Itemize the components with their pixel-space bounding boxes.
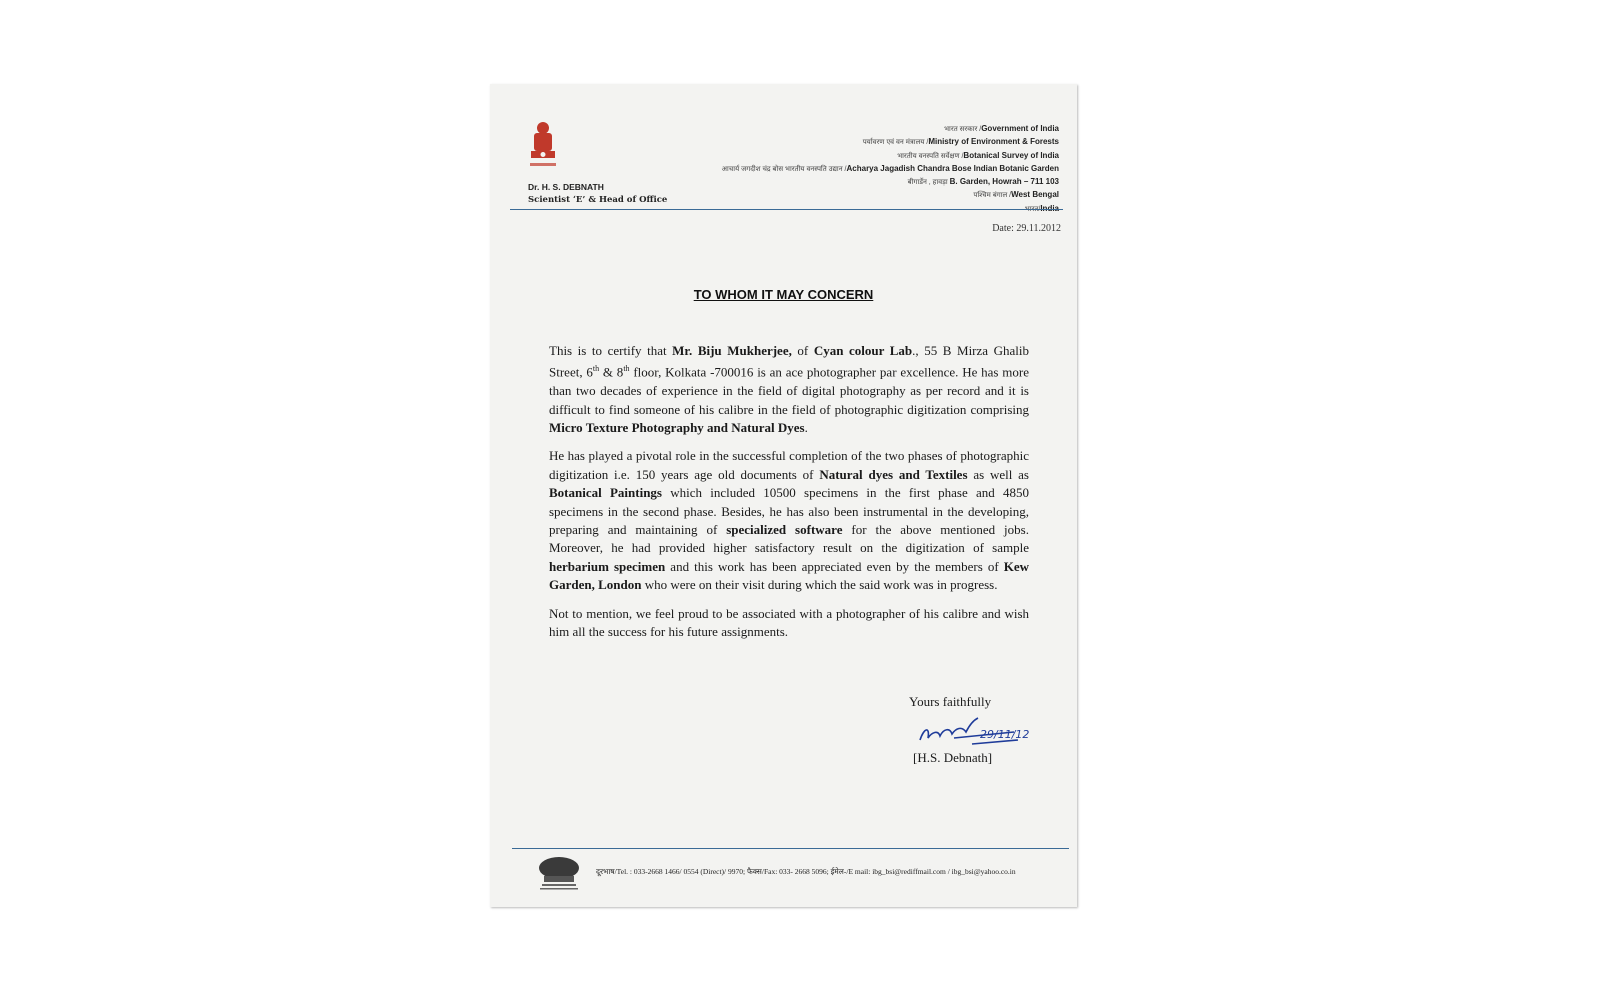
address-block (722, 123, 1059, 216)
text-segment: th (592, 364, 600, 374)
letter-date: Date: 29.11.2012 (992, 223, 1061, 234)
text-segment: Not to mention, we feel proud to be associated with a photographer of his calibre and wish him all the success for his future assignments. (549, 605, 1029, 640)
bold-text: herbarium specimen (549, 558, 666, 574)
address-line (722, 136, 1059, 149)
officer-name: Dr. H. S. DEBNATH (528, 182, 604, 192)
address-line-english: Botanical Survey of India (963, 150, 1059, 160)
bold-text: Kew Garden, London (549, 558, 1029, 593)
address-line-hindi: पर्यावरण एवं वन मंत्रालय / (862, 139, 929, 147)
bold-text: specialized software (726, 521, 843, 537)
bold-text: Cyan colour Lab (813, 343, 913, 358)
address-line-english: Ministry of Environment & Forests (928, 137, 1059, 147)
footer-divider (512, 848, 1069, 849)
address-line-hindi: बीगार्डेन , हावड़ा (907, 179, 950, 187)
address-line-english: Acharya Jagadish Chandra Bose Indian Botanic Garden (846, 163, 1059, 173)
address-line (722, 150, 1059, 163)
address-line-english: B. Garden, Howrah – 711 103 (949, 177, 1059, 187)
text-segment: This is to certify that (549, 343, 673, 358)
body-paragraph (549, 605, 1029, 642)
address-line (722, 123, 1059, 136)
text-segment: as well as (967, 466, 1029, 482)
signature (914, 710, 1034, 752)
address-line-english: West Bengal (1011, 190, 1059, 200)
text-segment: He has played a pivotal role in the successful completion of the two phases of photographic digitization i.e. 150 years age old documents of (549, 448, 1029, 482)
address-line-english: Government of India (981, 124, 1059, 133)
letter-page (490, 84, 1077, 907)
address-line-hindi: भारतीय वनस्पति सर्वेक्षण / (897, 152, 964, 160)
address-line (722, 163, 1059, 176)
letter-title: TO WHOM IT MAY CONCERN (693, 287, 874, 302)
officer-role: Scientist ‘E’ & Head of Office (528, 195, 668, 205)
bold-text: Natural dyes and Textiles (819, 466, 968, 482)
signature-date: 29/11/12 (980, 728, 1030, 741)
bold-text: Botanical Paintings (549, 485, 662, 501)
body-paragraph (549, 447, 1029, 594)
national-emblem-icon (526, 120, 560, 172)
header-divider (510, 209, 1063, 210)
bsi-tree-logo-icon (536, 856, 582, 892)
address-line-hindi: भारत सरकार / (944, 126, 982, 133)
address-line-hindi: आचार्य जगदीश चंद्र बोस भारतीय वनस्पति उद्यान / (721, 165, 847, 173)
text-segment: for the above mentioned jobs. Moreover, he had provided higher satisfactory result on the digitization of sample (549, 521, 1029, 556)
letter-body (549, 342, 1029, 651)
text-segment: th (623, 364, 630, 374)
signatory-name: [H.S. Debnath] (913, 750, 993, 765)
address-line-english: India (1040, 203, 1059, 213)
address-line (722, 176, 1059, 189)
bold-text: Mr. Biju Mukherjee, (672, 343, 792, 358)
text-segment: of (791, 343, 814, 358)
address-line (722, 189, 1059, 202)
text-segment: and this work has been appreciated even by the members of (665, 558, 1004, 574)
text-segment: ., 55 B Mirza Ghalib Street, 6 (549, 343, 1030, 380)
address-line-hindi: भारत/ (1024, 205, 1041, 213)
body-paragraph (549, 342, 1029, 437)
text-segment: which included 10500 specimens in the first phase and 4850 specimens in the second phase. Besides, he has also been instrumental in the developing, preparing and maintaining of (549, 485, 1029, 537)
bold-text: Micro Texture Photography and Natural Dyes (549, 419, 805, 435)
closing: Yours faithfully (909, 694, 992, 709)
text-segment: floor, Kolkata -700016 is an ace photographer par excellence. He has more than two decades of experience in the field of digital photography as per record and it is difficult to find someone of his calibre in the field of photographic digitization comprising (549, 364, 1029, 417)
text-segment: . (804, 419, 808, 435)
text-segment: who were on their visit during which the said work was in progress. (641, 577, 998, 593)
address-line-hindi: पश्चिम बंगाल / (973, 192, 1012, 200)
text-segment: & 8 (599, 364, 624, 380)
footer-contact: दूरभाष/Tel. : 033-2668 1466/ 0554 (Direct)/ 9970; फैक्स/Fax: 033- 2668 5096; ईमेल-/E mail: ibg_bsi@rediffmail.com / ibg_bsi@yahoo.co.in (596, 867, 1016, 876)
